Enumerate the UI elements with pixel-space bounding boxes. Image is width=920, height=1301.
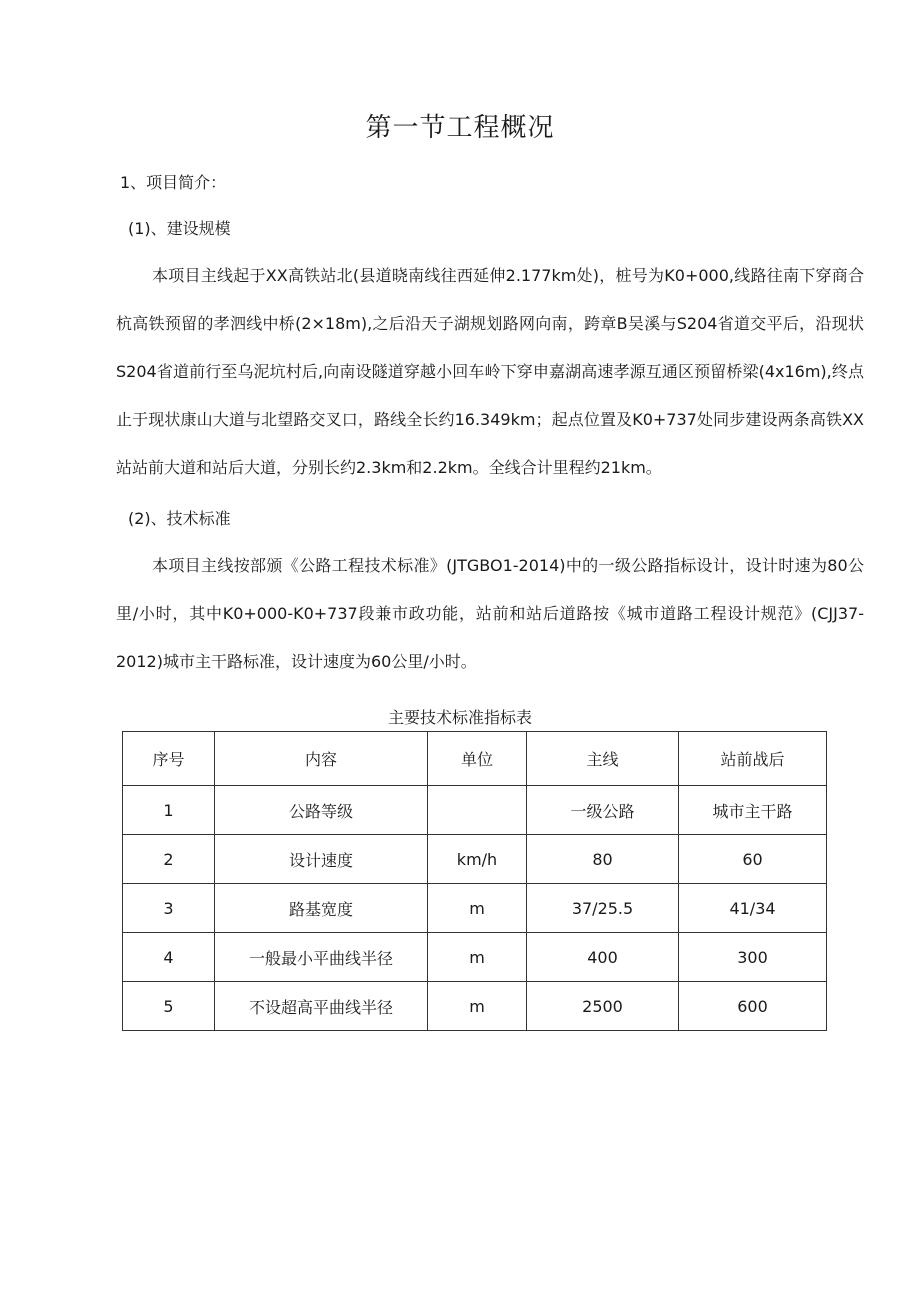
header-cell-main-line: 主线 bbox=[527, 732, 679, 786]
table-cell: 600 bbox=[679, 982, 827, 1031]
table-cell: m bbox=[428, 982, 527, 1031]
table-row bbox=[123, 786, 827, 835]
header-cell-content: 内容 bbox=[215, 732, 428, 786]
section-heading-project-intro: 1、项目简介： bbox=[120, 173, 227, 192]
table-cell: 5 bbox=[123, 982, 215, 1031]
table-cell: 3 bbox=[123, 884, 215, 933]
table-cell: 设计速度 bbox=[215, 835, 428, 884]
table-row bbox=[123, 884, 827, 933]
table-cell: 不设超高平曲线半径 bbox=[215, 982, 428, 1031]
table-cell: 80 bbox=[527, 835, 679, 884]
table-cell: 2500 bbox=[527, 982, 679, 1031]
table-cell: 一级公路 bbox=[527, 786, 679, 835]
paragraph-technical-standards: 本项目主线按部颁《公路工程技术标准》(JTGBO1-2014)中的一级公路指标设计，设计时速为80公里/小时，其中K0+000-K0+737段兼市政功能，站前和站后道路按《城市道路工程设计规范》(CJJ37-2012)城市主干路标准，设计速度为60公里/小时。 bbox=[116, 556, 864, 671]
table-caption: 主要技术标准指标表 bbox=[387, 708, 532, 727]
table-cell: 300 bbox=[679, 933, 827, 982]
technical-standards-table bbox=[122, 731, 827, 1031]
subheading-technical-standards: (2)、技术标准 bbox=[128, 509, 231, 528]
table-cell: 37/25.5 bbox=[527, 884, 679, 933]
table-cell: m bbox=[428, 933, 527, 982]
table-cell: 41/34 bbox=[679, 884, 827, 933]
table-cell: 路基宽度 bbox=[215, 884, 428, 933]
header-cell-station-roads: 站前战后 bbox=[679, 732, 827, 786]
header-cell-index: 序号 bbox=[123, 732, 215, 786]
table-cell: 一般最小平曲线半径 bbox=[215, 933, 428, 982]
table-cell bbox=[428, 786, 527, 835]
table-cell: 2 bbox=[123, 835, 215, 884]
page-title: 第一节工程概况 bbox=[365, 113, 555, 143]
table-cell: km/h bbox=[428, 835, 527, 884]
table-row bbox=[123, 933, 827, 982]
paragraph-construction-scale: 本项目主线起于XX高铁站北(县道晓南线往西延伸2.177km处)，桩号为K0+000,线路往南下穿商合杭高铁预留的孝泗线中桥(2×18m),之后沿天子湖规划路网向南，跨章B吴溪与S204省道交平后，沿现状S204省道前行至乌泥坑村后,向南设隧道穿越小回车岭下穿申嘉湖高速孝源互通区预留桥梁(4x16m),终点止于现状康山大道与北望路交叉口，路线全长约16.349km；起点位置及K0+737处同步建设两条高铁XX站站前大道和站后大道，分别长约2.3km和2.2km。全线合计里程约21km。 bbox=[116, 266, 864, 477]
table-cell: 4 bbox=[123, 933, 215, 982]
table-cell: m bbox=[428, 884, 527, 933]
subheading-construction-scale: (1)、建设规模 bbox=[128, 219, 231, 238]
table-row bbox=[123, 835, 827, 884]
table-cell: 公路等级 bbox=[215, 786, 428, 835]
table-cell: 60 bbox=[679, 835, 827, 884]
table-row bbox=[123, 982, 827, 1031]
table-cell: 1 bbox=[123, 786, 215, 835]
table-cell: 城市主干路 bbox=[679, 786, 827, 835]
header-cell-unit: 单位 bbox=[428, 732, 527, 786]
table-cell: 400 bbox=[527, 933, 679, 982]
table-header-row bbox=[123, 732, 827, 786]
